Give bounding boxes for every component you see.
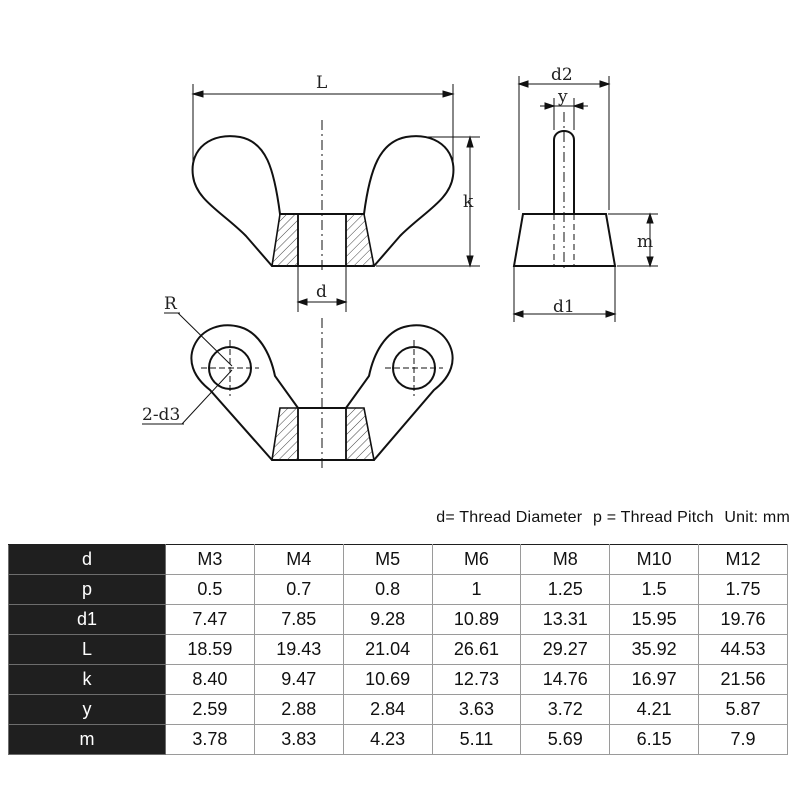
front-hatch-right (346, 214, 374, 266)
table-row (9, 665, 788, 695)
table-cell: 0.5 (166, 575, 255, 605)
row-header: y (9, 695, 166, 725)
table-cell: 12.73 (432, 665, 521, 695)
table-row (9, 635, 788, 665)
table-cell: 9.28 (343, 605, 432, 635)
table-cell: 3.72 (521, 695, 610, 725)
table-cell: 21.56 (699, 665, 788, 695)
table-cell: 3.78 (166, 725, 255, 755)
table-cell: M10 (610, 545, 699, 575)
table-cell: 13.31 (521, 605, 610, 635)
table-cell: 14.76 (521, 665, 610, 695)
table-cell: 7.47 (166, 605, 255, 635)
table-cell: 29.27 (521, 635, 610, 665)
row-header: k (9, 665, 166, 695)
front-hatch-left (272, 214, 298, 266)
table-cell: 35.92 (610, 635, 699, 665)
dimension-table-body (9, 545, 788, 755)
bottom-hatch-right (346, 408, 374, 460)
table-cell: 2.59 (166, 695, 255, 725)
label-d2: d2 (551, 65, 573, 85)
table-cell: 26.61 (432, 635, 521, 665)
leader-R (178, 313, 232, 366)
table-cell: 4.21 (610, 695, 699, 725)
table-cell: M12 (699, 545, 788, 575)
label-d: d (316, 282, 327, 302)
table-cell: M6 (432, 545, 521, 575)
label-m: m (637, 232, 654, 252)
table-cell: 0.8 (343, 575, 432, 605)
table-cell: 5.11 (432, 725, 521, 755)
dimension-table (8, 544, 788, 755)
table-cell: M3 (166, 545, 255, 575)
side-view (514, 76, 658, 322)
row-header: d (9, 545, 166, 575)
label-L: L (316, 73, 328, 93)
table-cell: 2.84 (343, 695, 432, 725)
label-y: y (558, 87, 568, 107)
table-row (9, 605, 788, 635)
table-cell: 0.7 (254, 575, 343, 605)
table-cell: 5.87 (699, 695, 788, 725)
table-cell: 44.53 (699, 635, 788, 665)
front-view (193, 84, 480, 312)
table-cell: 3.83 (254, 725, 343, 755)
row-header: L (9, 635, 166, 665)
table-cell: 10.89 (432, 605, 521, 635)
table-cell: 1.5 (610, 575, 699, 605)
table-cell: 10.69 (343, 665, 432, 695)
table-cell: M5 (343, 545, 432, 575)
table-row (9, 725, 788, 755)
table-cell: 8.40 (166, 665, 255, 695)
dimension-L (193, 84, 453, 170)
row-header: p (9, 575, 166, 605)
table-cell: 5.69 (521, 725, 610, 755)
table-cell: 1 (432, 575, 521, 605)
leader-d3 (182, 370, 232, 424)
table-cell: 21.04 (343, 635, 432, 665)
row-header: d1 (9, 605, 166, 635)
label-d1: d1 (553, 297, 575, 317)
row-header: m (9, 725, 166, 755)
label-k: k (463, 192, 474, 212)
table-cell: 4.23 (343, 725, 432, 755)
table-cell: 19.76 (699, 605, 788, 635)
table-row (9, 575, 788, 605)
thread-pitch-note: p = Thread Pitch (592, 509, 714, 526)
table-cell: 3.63 (432, 695, 521, 725)
table-cell: 6.15 (610, 725, 699, 755)
table-cell: M8 (521, 545, 610, 575)
table-cell: 15.95 (610, 605, 699, 635)
bottom-hatch-left (272, 408, 298, 460)
unit-note: Unit: mm (724, 509, 790, 526)
table-cell: 18.59 (166, 635, 255, 665)
table-cell: 2.88 (254, 695, 343, 725)
table-row (9, 695, 788, 725)
table-cell: 7.9 (699, 725, 788, 755)
table-cell: 1.25 (521, 575, 610, 605)
table-cell: 7.85 (254, 605, 343, 635)
table-cell: M4 (254, 545, 343, 575)
label-d3: 2-d3 (142, 405, 181, 425)
table-cell: 16.97 (610, 665, 699, 695)
thread-diameter-note: d= Thread Diameter (436, 509, 583, 526)
table-cell: 1.75 (699, 575, 788, 605)
units-caption (330, 509, 790, 527)
table-cell: 19.43 (254, 635, 343, 665)
bottom-view (142, 313, 453, 470)
table-row (9, 545, 788, 575)
label-R: R (164, 294, 177, 314)
front-view-outline (193, 136, 454, 266)
table-cell: 9.47 (254, 665, 343, 695)
